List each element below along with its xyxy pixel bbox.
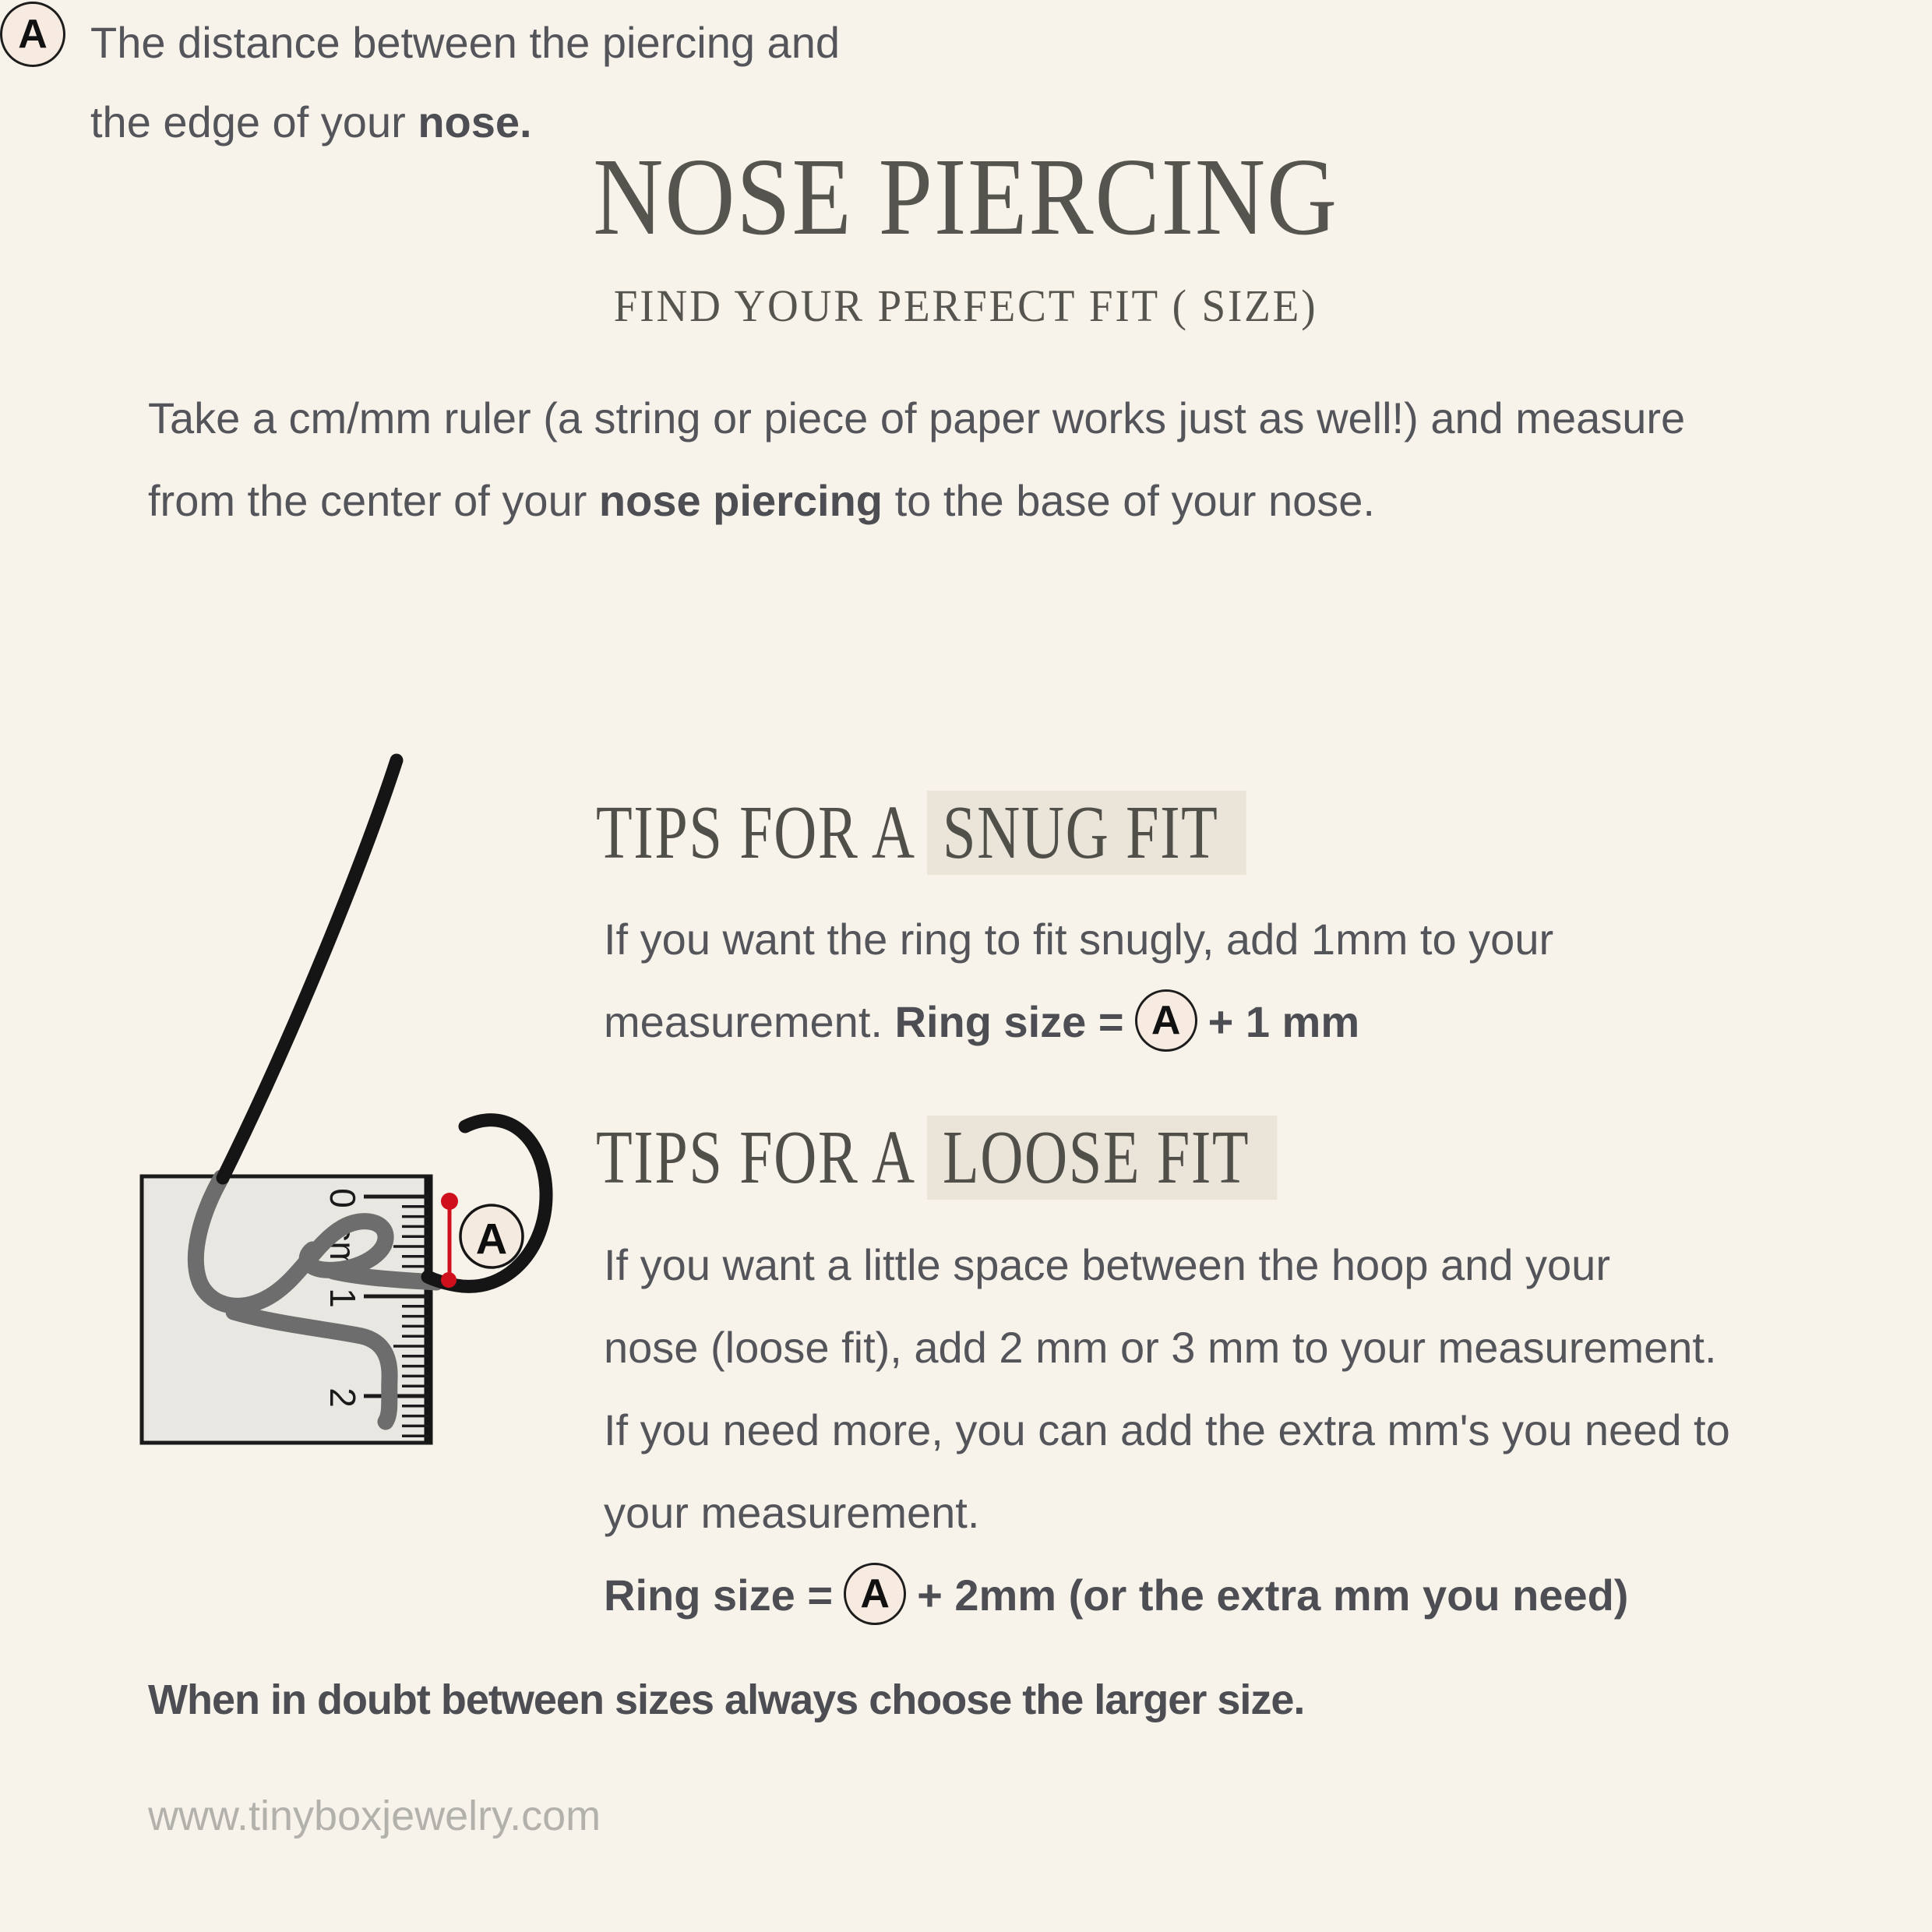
loose-formula-line: [604, 1554, 1730, 1637]
page-subtitle-text: FIND YOUR PERFECT FIT ( SIZE): [614, 280, 1318, 331]
loose-formula-suffix: + 2mm (or the extra mm you need): [917, 1571, 1629, 1620]
snug-line-1: If you want the ring to fit snugly, add 1mm to your: [604, 915, 1554, 964]
snug-formula-suffix: + 1 mm: [1208, 997, 1360, 1046]
loose-fit-paragraph: [604, 1224, 1730, 1637]
loose-line-1: If you want a little space between the hoop and your: [604, 1240, 1610, 1289]
loose-line-3: If you need more, you can add the extra mm's you need to: [604, 1405, 1730, 1454]
snug-fit-heading: [596, 789, 1246, 877]
point-a-line-2: the edge of your nose.: [90, 97, 532, 146]
illustration-a-badge-letter: A: [475, 1214, 508, 1264]
sizing-note: When in doubt between sizes always choose the larger size.: [148, 1676, 1305, 1723]
pin-bottom-dot: [441, 1272, 457, 1288]
ruler-label-2: 2: [323, 1387, 363, 1408]
point-a-badge: A: [0, 2, 65, 67]
page-title-text: NOSE PIERCING: [593, 135, 1339, 258]
snug-line-2: measurement. Ring size = A + 1 mm: [604, 981, 1553, 1063]
measurement-pin: [441, 1193, 458, 1288]
ruler-label-cm: cm: [323, 1223, 363, 1271]
snug-heading-plain: TIPS FOR A: [596, 791, 916, 875]
ruler-label-0: 0: [323, 1188, 363, 1208]
snug-fit-paragraph: [604, 898, 1553, 1063]
page-title: [0, 136, 1932, 257]
loose-heading-highlight: LOOSE FIT: [927, 1116, 1277, 1200]
nose-bridge-line: [223, 760, 397, 1178]
loose-line-4: your measurement.: [604, 1488, 980, 1537]
snug-formula-a-badge: A: [1135, 989, 1197, 1052]
pin-top-dot: [441, 1193, 458, 1210]
intro-line-2: from the center of your nose piercing to the base of your nose.: [148, 476, 1375, 525]
illustration-a-badge: [460, 1205, 523, 1267]
intro-line-1: Take a cm/mm ruler (a string or piece of paper works just as well!) and measure: [148, 393, 1686, 442]
point-a-line-1: The distance between the piercing and: [90, 18, 840, 67]
snug-formula-label: Ring size =: [894, 997, 1124, 1046]
page-subtitle: [0, 281, 1932, 331]
point-a-bold-nose: nose.: [418, 97, 532, 146]
ruler-label-1: 1: [323, 1288, 363, 1308]
snug-heading-highlight: SNUG FIT: [927, 791, 1246, 875]
nose-ruler-illustration: [78, 724, 623, 1504]
loose-formula-a-badge: A: [844, 1563, 906, 1625]
loose-fit-heading: [596, 1114, 1277, 1202]
intro-bold-nose-piercing: nose piercing: [598, 476, 883, 525]
loose-heading-plain: TIPS FOR A: [596, 1116, 916, 1200]
loose-line-2: nose (loose fit), add 2 mm or 3 mm to your measurement.: [604, 1323, 1717, 1372]
intro-paragraph: [148, 377, 1685, 542]
website-url: www.tinyboxjewelry.com: [148, 1793, 601, 1839]
loose-formula-label: Ring size =: [604, 1571, 834, 1620]
